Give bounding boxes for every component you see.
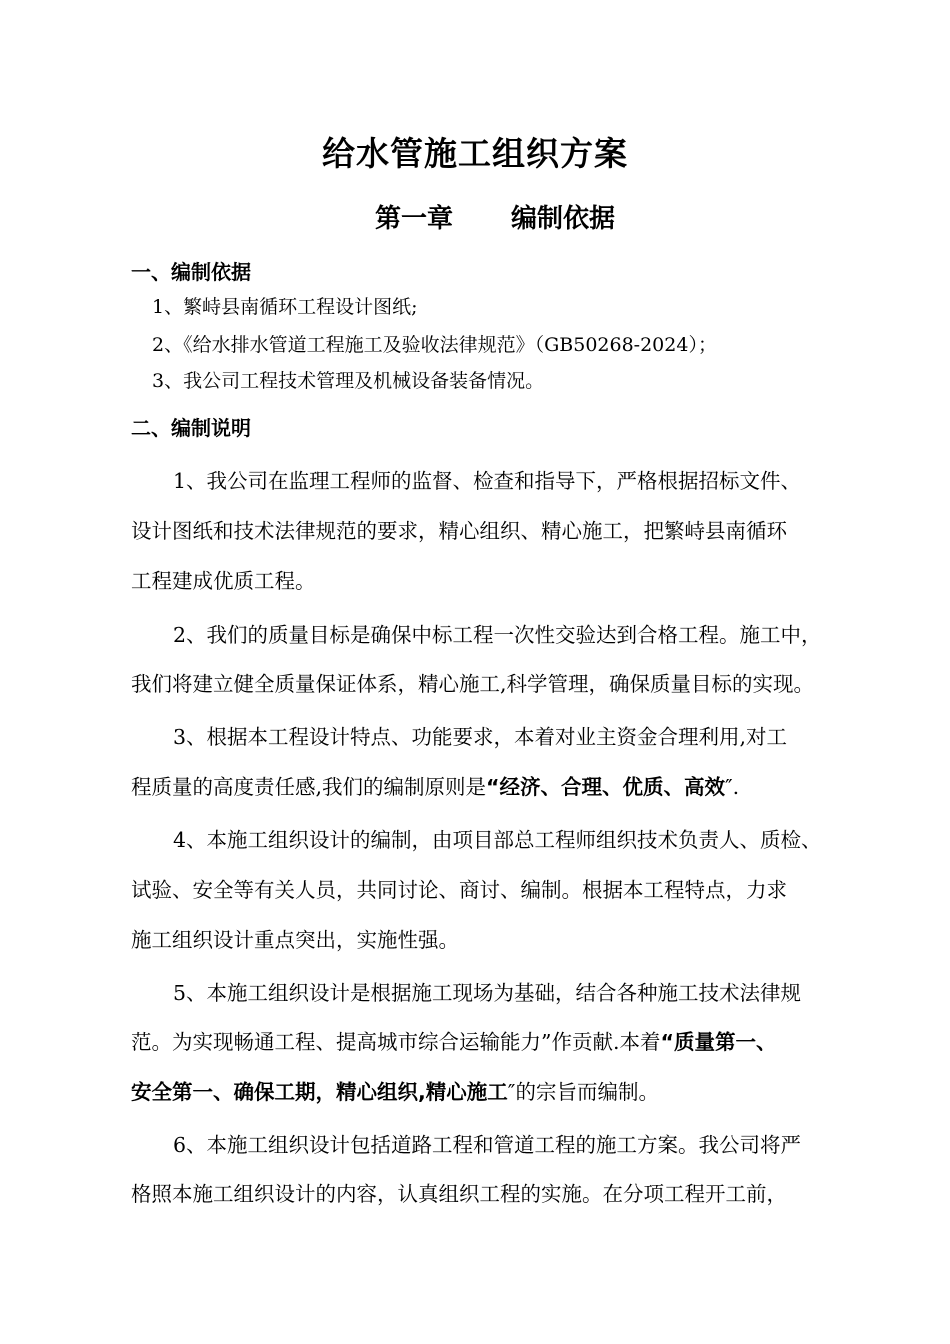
- paragraph-line: 3、根据本工程设计特点、功能要求，本着对业主资金合理利用,对工: [173, 725, 788, 749]
- paragraph-text: ″.: [725, 775, 740, 799]
- paragraph-line: [131, 1025, 776, 1055]
- paragraph-line: 施工组织设计重点突出，实施性强。: [131, 928, 459, 952]
- basis-item: 3、我公司工程技术管理及机械设备装备情况。: [152, 370, 545, 392]
- paragraph-line: 设计图纸和技术法律规范的要求，精心组织、精心施工，把繁峙县南循环: [131, 519, 787, 543]
- paragraph-text: 程质量的高度责任感,我们的编制原则是: [131, 775, 487, 799]
- paragraph-line: 2、我们的质量目标是确保中标工程一次性交验达到合格工程。施工中，: [173, 623, 822, 647]
- chapter-name: 编制依据: [511, 204, 616, 234]
- paragraph-line: 6、本施工组织设计包括道路工程和管道工程的施工方案。我公司将严: [173, 1133, 802, 1157]
- paragraph-line: 5、本施工组织设计是根据施工现场为基础，结合各种施工技术法律规: [173, 981, 802, 1005]
- chapter-title: [0, 198, 950, 235]
- motto-emphasis: 安全第一、确保工期，精心组织,精心施工: [131, 1080, 508, 1104]
- paragraph-line: 1、我公司在监理工程师的监督、检查和指导下，严格根据招标文件、: [173, 469, 802, 493]
- basis-item: 2、《给水排水管道工程施工及验收法律规范》（GB50268-2024）；: [152, 334, 717, 356]
- paragraph-line: 格照本施工组织设计的内容，认真组织工程的实施。在分项工程开工前，: [131, 1182, 787, 1206]
- section-heading-basis: 一、编制依据: [131, 260, 251, 284]
- paragraph-line: [131, 1075, 659, 1105]
- paragraph-line: 工程建成优质工程。: [131, 569, 316, 593]
- paragraph-line: 我们将建立健全质量保证体系，精心施工,科学管理，确保质量目标的实现。: [131, 672, 815, 696]
- document-title: 给水管施工组织方案: [322, 134, 628, 173]
- paragraph-line: 4、本施工组织设计的编制，由项目部总工程师组织技术负责人、质检、: [173, 828, 822, 852]
- motto-emphasis: “质量第一、: [660, 1030, 777, 1054]
- basis-item: 1、繁峙县南循环工程设计图纸;: [152, 296, 418, 318]
- paragraph-text: 范。为实现畅通工程、提高城市综合运输能力”作贡献.本着: [131, 1030, 661, 1054]
- section-heading-notes: 二、编制说明: [131, 416, 251, 440]
- paragraph-line: [131, 770, 739, 800]
- chapter-number: 第一章: [374, 204, 453, 234]
- paragraph-text: ″的宗旨而编制。: [507, 1080, 659, 1104]
- paragraph-line: 试验、安全等有关人员，共同讨论、商讨、编制。根据本工程特点，力求: [131, 878, 787, 902]
- principle-emphasis: “经济、合理、优质、高效: [486, 775, 725, 799]
